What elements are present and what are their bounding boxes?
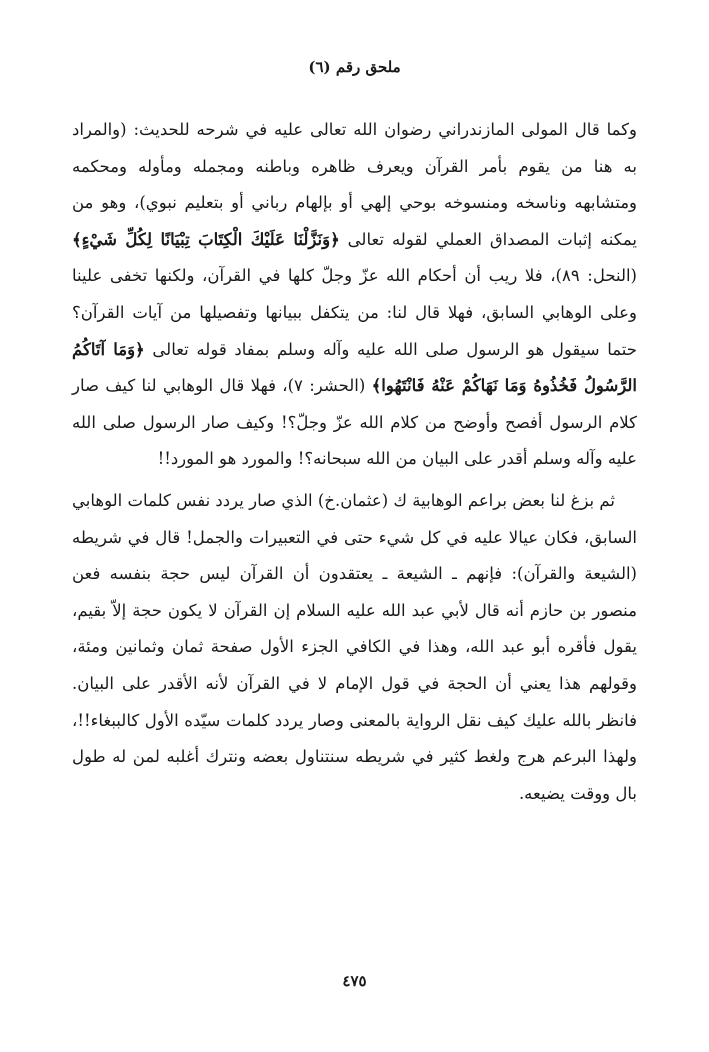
page-number: ٤٧٥: [342, 972, 367, 990]
quran-verse-1: ﴿وَنَزَّلْنَا عَلَيْكَ الْكِتَابَ تِبْيَانًا لِكُلِّ شَيْءٍ﴾: [72, 229, 340, 249]
paragraph-1: [72, 112, 637, 478]
paragraph-1-text-a: وكما قال المولى المازندراني رضوان الله تعالى عليه في شرحه للحديث: (والمراد به هنا من يقوم بأمر القرآن ويعرف ظاهره وباطنه ومجمله ومأوله ومحكمه ومتشابهه وناسخه ومنسوخه بوحي إلهي أو بإلهام رباني أو بتعليم نبوي)، وهو من يمكنه إثبات المصداق العملي لقوله تعالى: [72, 120, 637, 249]
body-text: [72, 112, 637, 812]
paragraph-1-text-c: (الحشر: ٧)، فهلا قال الوهابي لنا كيف صار كلام الرسول أفصح وأوضح من كلام الله عزّ وجلّ؟! وكيف صار الرسول صلى الله عليه وآله وسلم أقدر على البيان من الله سبحانه؟! والمورد هو المورد!!: [72, 376, 637, 469]
paragraph-1-text-b: (النحل: ٨٩)، فلا ريب أن أحكام الله عزّ وجلّ كلها في القرآن، ولكنها تخفى علينا وعلى الوهابي السابق، فهلا قال لنا: من يتكفل ببيانها وتفصيلها من آيات القرآن؟ حتما سيقول هو الرسول صلى الله عليه وآله وسلم بمفاد قوله تعالى: [72, 266, 637, 359]
quran-verse-2: ﴿وَمَا آتَاكُمُ الرَّسُولُ فَخُذُوهُ وَمَا نَهَاكُمْ عَنْهُ فَانْتَهُوا﴾: [72, 339, 637, 396]
page-header: ملحق رقم (٦): [308, 58, 401, 76]
paragraph-2: ثم بزغ لنا بعض براعم الوهابية ك (عثمان.خ) الذي صار يردد نفس كلمات الوهابي السابق، فكان عيالا عليه في كل شيء حتى في التعبيرات والجمل! قال في شريطه (الشيعة والقرآن): فإنهم ـ الشيعة ـ يعتقدون أن القرآن ليس حجة بنفسه فعن منصور بن حازم أنه قال لأبي عبد الله عليه السلام إن القرآن لا يكون حجة إلاّ بقيم، يقول فأقره أبو عبد الله، وهذا في الكافي الجزء الأول صفحة ثمان وثمانين ومئة، وقولهم هذا يعني أن الحجة في قول الإمام لا في القرآن لأنه الأقدر على البيان. فانظر بالله عليك كيف نقل الرواية بالمعنى وصار يردد كلمات سيّده الأول كالببغاء!!، ولهذا البرعم هرج ولغط كثير في شريطه سنتناول بعضه ونترك أغلبه لمن له طول بال ووقت يضيعه.: [72, 490, 637, 803]
